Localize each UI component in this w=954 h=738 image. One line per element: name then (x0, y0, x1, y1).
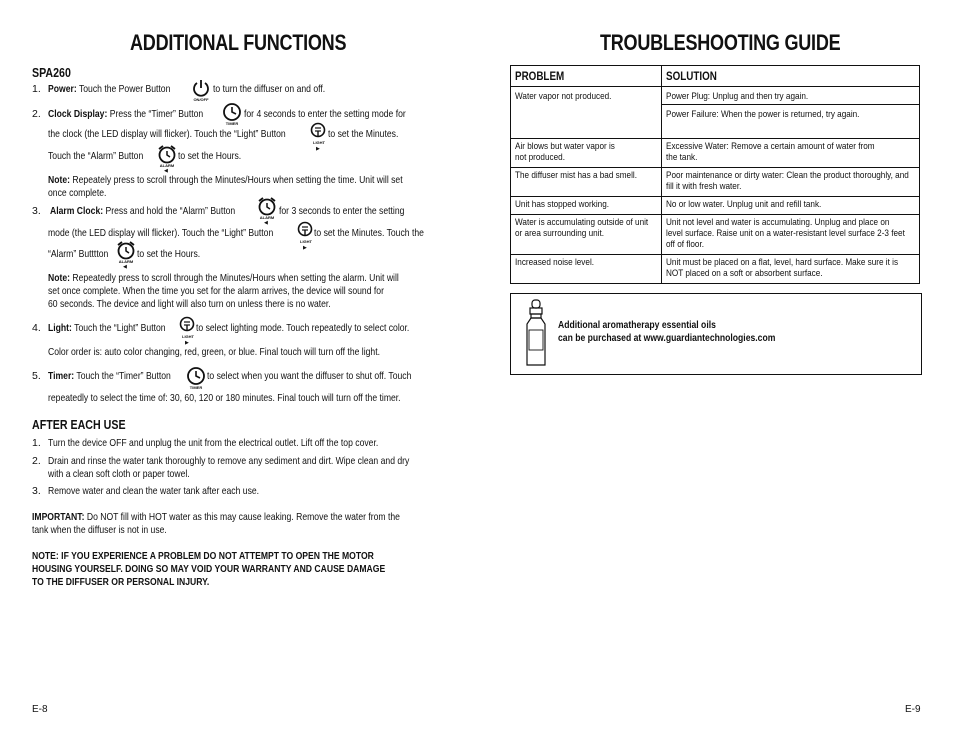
clock-line-1-end: for 4 seconds to enter the setting mode for (244, 108, 406, 120)
model-heading: SPA260 (32, 65, 71, 80)
item-number: 3. (32, 205, 41, 217)
after-item-1: Turn the device OFF and unplug the unit from the electrical outlet. Lift off the top cover. (48, 437, 379, 449)
light-line-2: Color order is: auto color changing, red, green, or blue. Final touch will turn off the light. (48, 346, 380, 358)
alarm-line-1-end: for 3 seconds to enter the setting (279, 205, 405, 217)
item-number: 1. (32, 437, 41, 449)
warning-line-3: TO THE DIFFUSER OR PERSONAL INJURY. (32, 576, 210, 588)
problem-cell: The diffuser mist has a bad smell. (511, 168, 662, 197)
alarm-icon: ALARM ◀ (157, 144, 177, 164)
alarm-note-3: 60 seconds. The device and light will also turn on unless there is no water. (48, 298, 331, 310)
alarm-line-2-end: to set the Minutes. Touch the (314, 227, 424, 239)
alarm-icon: ALARM ◀ (257, 196, 277, 216)
solution-cell: Excessive Water: Remove a certain amount of water from the tank. (662, 139, 920, 168)
important-1: IMPORTANT: Do NOT fill with HOT water as this may cause leaking. Remove the water from the (32, 511, 400, 523)
alarm-note-1: Note: Repeatedly press to scroll through the Minutes/Hours when setting the alarm. Unit will (48, 272, 399, 284)
power-icon: ON/OFF (191, 78, 211, 98)
table-row (511, 87, 920, 139)
important-2: tank when the diffuser is not in use. (32, 524, 167, 536)
promo-line-2: can be purchased at www.guardiantechnologies.com (558, 332, 776, 344)
essential-oils-box (510, 293, 922, 375)
clock-line-3-end: to set the Hours. (178, 150, 242, 162)
page-number-right: E-9 (905, 704, 921, 715)
timer-line-1: Timer: Touch the “Timer” Button (48, 370, 171, 382)
essential-oil-bottle-icon (525, 299, 547, 367)
table-row (511, 197, 920, 215)
light-icon: LIGHT ▶ (309, 122, 327, 140)
left-page-title: ADDITIONAL FUNCTIONS (130, 30, 347, 55)
alarm-line-3: “Alarm” Butttton (48, 248, 109, 260)
clock-line-3: Touch the “Alarm” Button (48, 150, 144, 162)
solution-cell: Power Plug: Unplug and then try again. Power Failure: When the power is returned, try again. (662, 87, 920, 139)
solution-cell: Unit must be placed on a flat, level, hard surface. Make sure it is NOT placed on a soft or absorbent surface. (662, 255, 920, 284)
after-item-2-cont: with a clean soft cloth or paper towel. (48, 468, 190, 480)
solution-cell: Poor maintenance or dirty water: Clean the product thoroughly, and fill it with fresh water. (662, 168, 920, 197)
item-number: 1. (32, 83, 41, 95)
warning-line-2: HOUSING YOURSELF. DOING SO MAY VOID YOUR WARRANTY AND CAUSE DAMAGE (32, 563, 386, 575)
right-page-title: TROUBLESHOOTING GUIDE (600, 30, 841, 55)
alarm-note-2: set once complete. When the time you set for the alarm arrives, the device will sound for (48, 285, 384, 297)
timer-icon: TIMER (222, 102, 242, 122)
table-row (511, 139, 920, 168)
warning-line-1: NOTE: IF YOU EXPERIENCE A PROBLEM DO NOT ATTEMPT TO OPEN THE MOTOR (32, 550, 374, 562)
timer-line-1-end: to select when you want the diffuser to shut off. Touch (207, 370, 412, 382)
light-icon: LIGHT ▶ (296, 221, 314, 239)
item-number: 4. (32, 322, 41, 334)
alarm-line-3-end: to set the Hours. (137, 248, 201, 260)
troubleshooting-table (510, 65, 920, 284)
header-solution: SOLUTION (662, 66, 920, 87)
header-problem: PROBLEM (511, 66, 662, 87)
item-number: 5. (32, 370, 41, 382)
light-line-1-end: to select lighting mode. Touch repeatedly to select color. (196, 322, 410, 334)
promo-line-1: Additional aromatherapy essential oils (558, 319, 716, 331)
clock-line-2: the clock (the LED display will flicker). Touch the “Light” Button (48, 128, 286, 140)
item-number: 2. (32, 108, 41, 120)
problem-cell: Unit has stopped working. (511, 197, 662, 215)
table-row (511, 255, 920, 284)
clock-note-2: once complete. (48, 187, 107, 199)
clock-line-1: Clock Display: Press the “Timer” Button (48, 108, 204, 120)
problem-cell: Water vapor not produced. (511, 87, 662, 139)
after-item-2: Drain and rinse the water tank thoroughly to remove any sediment and dirt. Wipe clean and dry (48, 455, 410, 467)
item-number: 3. (32, 485, 41, 497)
problem-cell: Air blows but water vapor is not produced. (511, 139, 662, 168)
problem-cell: Increased noise level. (511, 255, 662, 284)
table-row (511, 215, 920, 255)
light-line-1: Light: Touch the “Light” Button (48, 322, 166, 334)
after-use-heading: AFTER EACH USE (32, 417, 126, 432)
item-number: 2. (32, 455, 41, 467)
table-header-row (511, 66, 920, 87)
light-icon: LIGHT ▶ (178, 316, 196, 334)
page-number-left: E-8 (32, 704, 48, 715)
power-line-end: to turn the diffuser on and off. (213, 83, 326, 95)
clock-line-2-end: to set the Minutes. (328, 128, 399, 140)
alarm-line-2: mode (the LED display will flicker). Touch the “Light” Button (48, 227, 274, 239)
alarm-line-1: Alarm Clock: Press and hold the “Alarm” Button (50, 205, 236, 217)
power-line: Power: Touch the Power Button (48, 83, 171, 95)
clock-note: Note: Repeately press to scroll through the Minutes/Hours when setting the time. Unit will set (48, 174, 403, 186)
solution-cell: No or low water. Unplug unit and refill tank. (662, 197, 920, 215)
problem-cell: Water is accumulating outside of unit or area surrounding unit. (511, 215, 662, 255)
alarm-icon: ALARM ◀ (116, 240, 136, 260)
table-row (511, 168, 920, 197)
timer-line-2: repeatedly to select the time of: 30, 60, 120 or 180 minutes. Final touch will turn off the timer. (48, 392, 401, 404)
solution-cell: Unit not level and water is accumulating. Unplug and place on level surface. Raise unit on a water-resistant level surface 2-3 feet off of floor. (662, 215, 920, 255)
timer-icon: TIMER (186, 366, 206, 386)
after-item-3: Remove water and clean the water tank after each use. (48, 485, 260, 497)
